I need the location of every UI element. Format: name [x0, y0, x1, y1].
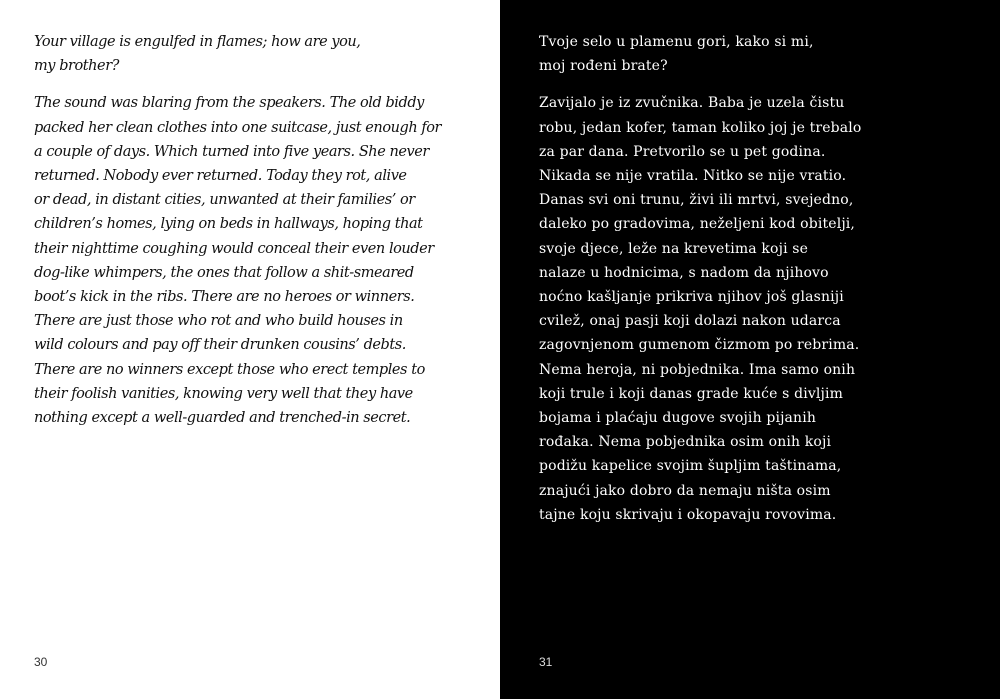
- text-line: their nighttime coughing would conceal their even louder: [34, 240, 434, 257]
- left-paragraph-2: [34, 91, 484, 430]
- text-line: There are just those who rot and who build houses in: [34, 313, 403, 330]
- text-line: znajući jako dobro da nemaju ništa osim: [539, 482, 831, 499]
- right-page-number: 31: [539, 655, 553, 669]
- text-line: cvilež, onaj pasji koji dolazi nakon udarca: [539, 313, 841, 330]
- right-page-text: [539, 30, 984, 540]
- text-line: Tvoje selo u plamenu gori, kako si mi,: [539, 34, 814, 50]
- text-line: nothing except a well-guarded and trenched-in secret.: [34, 410, 411, 427]
- text-line: podižu kapelice svojim šupljim taštinama,: [539, 458, 842, 475]
- text-line: zagovnjenom gumenom čizmom po rebrima.: [539, 337, 860, 354]
- text-line: Zavijalo je iz zvučnika. Baba je uzela čistu: [539, 95, 845, 112]
- text-line: children’s homes, lying on beds in hallways, hoping that: [34, 216, 423, 233]
- text-line: nalaze u hodnicima, s nadom da njihovo: [539, 264, 829, 281]
- text-line: returned. Nobody ever returned. Today they rot, alive: [34, 168, 407, 185]
- text-line: dog-like whimpers, the ones that follow a shit-smeared: [34, 264, 414, 281]
- left-page-number: 30: [34, 655, 48, 669]
- right-paragraph-2: [539, 91, 984, 527]
- text-line: boot’s kick in the ribs. There are no heroes or winners.: [34, 289, 415, 306]
- text-line: robu, jedan kofer, taman koliko joj je trebalo: [539, 119, 862, 136]
- right-page: [500, 0, 1000, 699]
- text-line: my brother?: [34, 58, 119, 75]
- text-line: Nema heroja, ni pobjednika. Ima samo onih: [539, 361, 856, 378]
- text-line: their foolish vanities, knowing very well that they have: [34, 385, 413, 402]
- right-paragraph-1: [539, 30, 984, 78]
- text-line: Danas svi oni trunu, živi ili mrtvi, svejedno,: [539, 192, 854, 209]
- text-line: a couple of days. Which turned into five years. She never: [34, 143, 429, 160]
- text-line: svoje djece, leže na krevetima koji se: [539, 240, 809, 257]
- text-line: koji trule i koji danas grade kuće s divljim: [539, 385, 844, 402]
- text-line: moj rođeni brate?: [539, 58, 668, 75]
- text-line: rođaka. Nema pobjednika osim onih koji: [539, 434, 832, 451]
- text-line: wild colours and pay off their drunken cousins’ debts.: [34, 337, 406, 354]
- left-paragraph-1: [34, 30, 484, 78]
- text-line: packed her clean clothes into one suitcase, just enough for: [34, 119, 442, 136]
- text-line: or dead, in distant cities, unwanted at their families’ or: [34, 192, 415, 209]
- text-line: Your village is engulfed in flames; how are you,: [34, 34, 361, 50]
- text-line: Nikada se nije vratila. Nitko se nije vratio.: [539, 168, 847, 185]
- text-line: There are no winners except those who erect temples to: [34, 361, 425, 378]
- text-line: za par dana. Pretvorilo se u pet godina.: [539, 143, 826, 160]
- text-line: tajne koju skrivaju i okopavaju rovovima.: [539, 506, 837, 523]
- text-line: noćno kašljanje prikriva njihov još glasniji: [539, 289, 844, 306]
- text-line: bojama i plaćaju dugove svojih pijanih: [539, 410, 817, 427]
- text-line: daleko po gradovima, neželjeni kod obitelji,: [539, 216, 856, 233]
- left-page-text: [34, 30, 484, 443]
- text-line: The sound was blaring from the speakers. The old biddy: [34, 95, 424, 112]
